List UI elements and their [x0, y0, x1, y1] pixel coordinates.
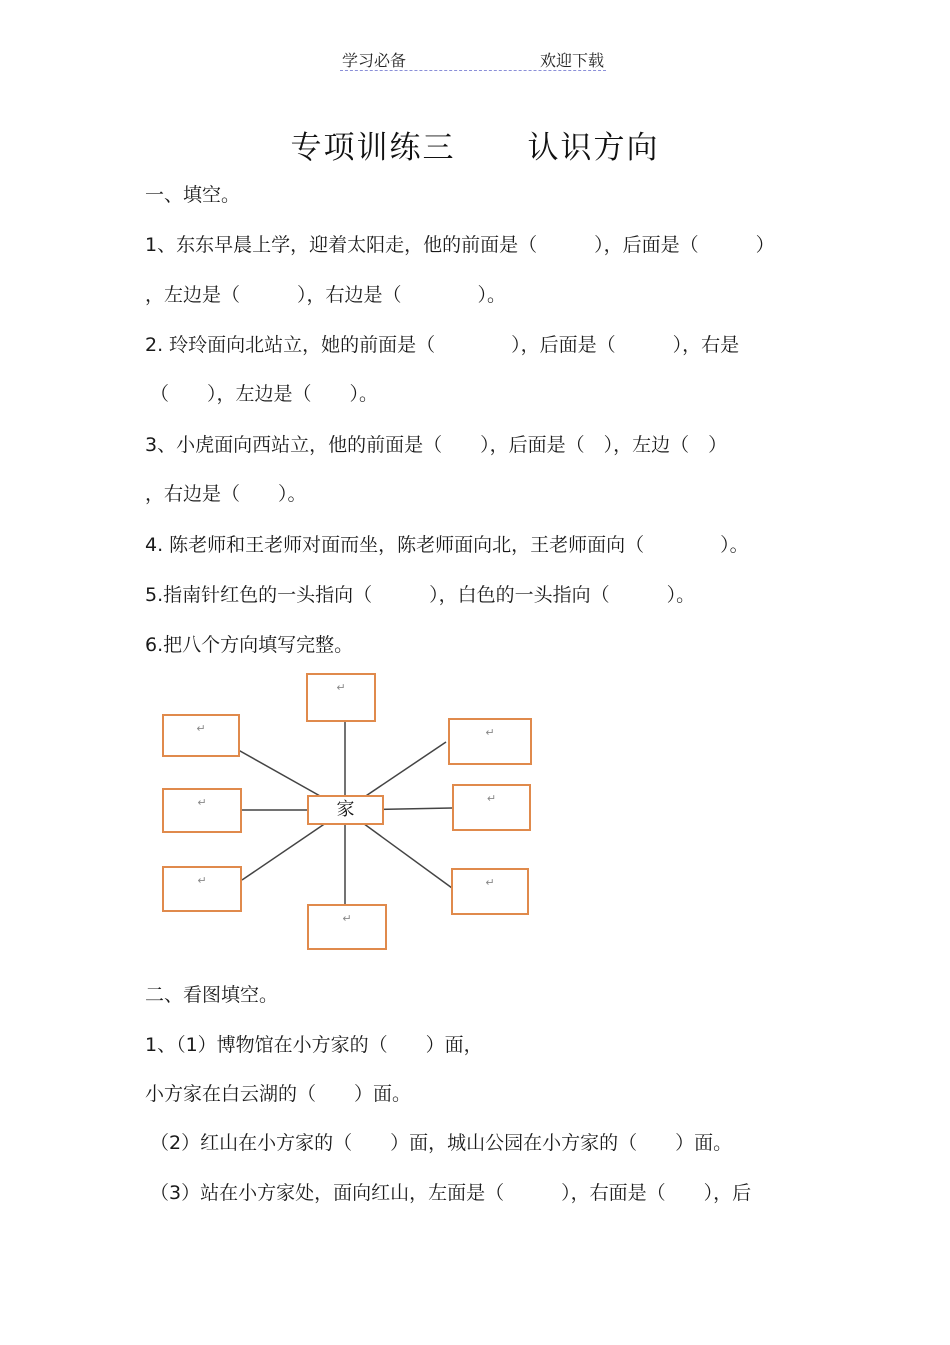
page-header [340, 48, 606, 71]
eight-directions-diagram [150, 668, 550, 958]
section1-heading: 一、填空。 [145, 184, 241, 206]
answer-box[interactable] [448, 718, 532, 765]
answer-box[interactable] [307, 904, 387, 950]
answer-box[interactable] [451, 868, 529, 915]
question-line: 1、东东早晨上学，迎着太阳走，他的前面是（ ），后面是（ ） [145, 234, 775, 256]
question-line: （2）红山在小方家的（ ）面，城山公园在小方家的（ ）面。 [150, 1132, 733, 1154]
question-line: ，右边是（ ）。 [145, 483, 307, 505]
home-center-box [307, 795, 384, 825]
answer-box[interactable] [162, 866, 242, 912]
question-line: 4. 陈老师和王老师对面而坐，陈老师面向北，王老师面向（ ）。 [145, 534, 749, 556]
title-part-1: 专项训练三 [290, 130, 456, 166]
paragraph-mark-icon: ↵ [196, 722, 206, 735]
answer-box[interactable] [162, 788, 242, 833]
answer-box[interactable] [452, 784, 531, 831]
question-line: 5.指南针红色的一头指向（ ），白色的一头指向（ ）。 [145, 584, 696, 606]
header-left-text: 学习必备 [342, 51, 407, 70]
paragraph-mark-icon: ↵ [485, 726, 495, 739]
paragraph-mark-icon: ↵ [342, 912, 352, 925]
page-title [0, 122, 950, 167]
question-line: 2. 玲玲面向北站立，她的前面是（ ），后面是（ ），右是 [145, 334, 740, 356]
paragraph-mark-icon: ↵ [485, 876, 495, 889]
question-line: （ ），左边是（ ）。 [150, 383, 379, 405]
paragraph-mark-icon: ↵ [197, 874, 207, 887]
paragraph-mark-icon: ↵ [336, 681, 346, 694]
question-line: 小方家在白云湖的（ ）面。 [145, 1083, 412, 1105]
section2-heading: 二、看图填空。 [145, 984, 279, 1006]
question-line: 1、（1）博物馆在小方家的（ ）面， [145, 1034, 483, 1056]
paragraph-mark-icon: ↵ [486, 792, 497, 805]
question-line: 3、小虎面向西站立，他的前面是（ ），后面是（ ），左边（ ） [145, 434, 728, 456]
home-label: 家 [336, 799, 355, 820]
answer-box[interactable] [306, 673, 376, 722]
paragraph-mark-icon: ↵ [197, 796, 207, 809]
header-right-text: 欢迎下载 [539, 51, 604, 70]
title-part-2: 认识方向 [527, 130, 660, 166]
question-line: ，左边是（ ），右边是（ ）。 [145, 284, 507, 306]
question-line: （3）站在小方家处，面向红山，左面是（ ），右面是（ ），后 [150, 1182, 752, 1204]
question-line: 6.把八个方向填写完整。 [145, 634, 354, 656]
answer-box[interactable] [162, 714, 240, 757]
